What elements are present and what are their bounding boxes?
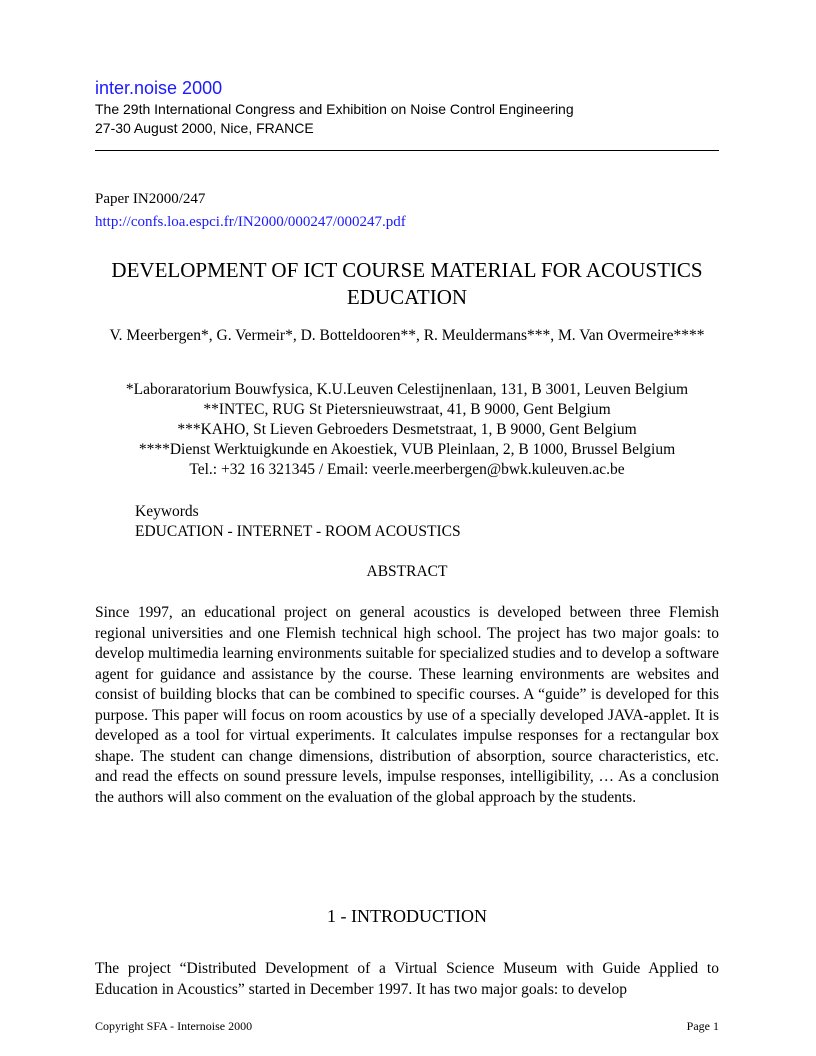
keywords-heading: Keywords xyxy=(135,503,199,520)
affiliation-line: **INTEC, RUG St Pietersnieuwstraat, 41, B 9000, Gent Belgium xyxy=(203,401,611,418)
congress-title: The 29th International Congress and Exhibition on Noise Control Engineering xyxy=(95,101,574,117)
footer-copyright: Copyright SFA - Internoise 2000 xyxy=(95,1019,253,1033)
paper-id: Paper IN2000/247 xyxy=(95,191,206,207)
affiliation-line: ***KAHO, St Lieven Gebroeders Desmetstraat, 1, B 9000, Gent Belgium xyxy=(177,421,637,438)
section-heading-introduction: 1 - INTRODUCTION xyxy=(327,906,487,926)
paper-url-link[interactable]: http://confs.loa.espci.fr/IN2000/000247/000247.pdf xyxy=(95,214,406,230)
conference-dates: 27-30 August 2000, Nice, FRANCE xyxy=(95,120,314,136)
introduction-text: The project “Distributed Development of a Virtual Science Museum with Guide Applied to Education in Acoustics” started in December 1997. It has two major goals: to develop xyxy=(95,960,719,998)
header-divider xyxy=(95,150,719,151)
affiliation-line: ****Dienst Werktuigkunde en Akoestiek, VUB Pleinlaan, 2, B 1000, Brussel Belgium xyxy=(138,441,676,458)
abstract-text: Since 1997, an educational project on general acoustics is developed between three Flemish regional universities and one Flemish technical high school. The project has two major goals: to develop multimedia learning environments suitable for specialized studies and to develop a software agent for guidance and assistance by the course. These learning environments are websites and consist of building blocks that can be combined to specific courses. A “guide” is developed for this purpose. This paper will focus on room acoustics by use of a specially developed JAVA-applet. It is developed as a tool for virtual experiments. It calculates impulse responses for a rectangular box shape. The student can change dimensions, distribution of absorption, source characteristics, etc. and read the effects on sound pressure levels, impulse responses, intelligibility, … As a conclusion the authors will also comment on the evaluation of the global approach by the students. xyxy=(95,604,719,806)
paper-authors: V. Meerbergen*, G. Vermeir*, D. Botteldooren**, R. Meuldermans***, M. Van Overmeire**** xyxy=(109,327,705,344)
paper-title: DEVELOPMENT OF ICT COURSE MATERIAL FOR ACOUSTICS EDUCATION xyxy=(111,258,703,309)
contact-line: Tel.: +32 16 321345 / Email: veerle.meerbergen@bwk.kuleuven.ac.be xyxy=(189,461,625,478)
keywords-list: EDUCATION - INTERNET - ROOM ACOUSTICS xyxy=(135,523,461,540)
abstract-heading: ABSTRACT xyxy=(366,563,448,580)
affiliations xyxy=(95,380,719,480)
conference-name: inter.noise 2000 xyxy=(95,78,223,98)
affiliation-line: *Laboraratorium Bouwfysica, K.U.Leuven Celestijnenlaan, 131, B 3001, Leuven Belgium xyxy=(125,381,689,398)
footer-page-number: Page 1 xyxy=(686,1019,719,1033)
